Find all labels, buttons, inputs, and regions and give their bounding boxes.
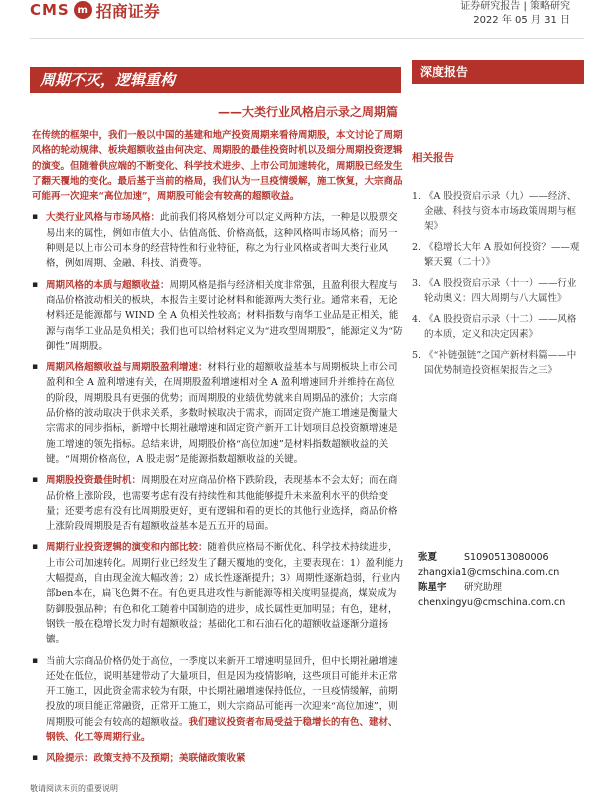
report-date: 2022 年 05 月 31 日 [473, 15, 570, 26]
related-item[interactable]: 4. 《A 股投资启示录（十二）——风格的本质，定义和决定因素》 [412, 314, 577, 340]
report-meta [460, 0, 570, 28]
bullet-icon: ▪ [32, 279, 39, 290]
related-item[interactable]: 3. 《A 股投资启示录（十一）——行业轮动奥义：四大周期与八大属性》 [412, 278, 577, 304]
report-title: 周期不灭，逻辑重构 [30, 67, 401, 93]
logo-en: CMS [30, 1, 70, 19]
main-content [32, 128, 404, 771]
related-item[interactable]: 5. 《“补链强链”之国产新材料篇——中国优势制造投资框架报告之三》 [412, 350, 577, 376]
related-title: 相关报告 [412, 152, 454, 164]
report-category: 深度报告 [412, 60, 584, 84]
footer-note: 敬请阅读末页的重要说明 [30, 784, 118, 793]
logo-mark-icon: m [74, 1, 92, 19]
bullet-icon: ▪ [32, 542, 39, 553]
logo-cn: 招商证券 [95, 1, 160, 21]
bullet-item: ▪ 周期风格的本质与超额收益：周期风格是指与经济相关度非常强，且盈利很大程度与商品价格波动相关的板块，本报告主要讨论材料和能源两大类行业。通常来看，无论材料还是能源都与 WIND 全 A 负相关性较高；材料指数与南华工业品是正相关，能源与南华工业品是负相关；我们也可以给材料定义为“进攻型周期股”，能源定义为“防御性”周期股。 [32, 278, 404, 354]
author-email[interactable]: zhangxia1@cmschina.com.cn [418, 567, 560, 578]
related-item[interactable]: 2. 《稳增长大年 A 股如何投资？——观繁天翼（二十）》 [412, 242, 580, 268]
bullet-icon: ▪ [32, 362, 39, 373]
author-email[interactable]: chenxingyu@cmschina.com.cn [418, 597, 566, 608]
risk-warning: ▪ 风险提示：政策支持不及预期；美联储政策收紧 [32, 751, 404, 766]
bullet-item: ▪ 周期行业投资逻辑的演变和内部比较：随着供应格局不断优化、科学技术持续进步，上市公司加速转化。周期行业已经发生了翻天覆地的变化，主要表现在：1）盈利能力大幅提高，自由现金流大幅改善；2）成长性逐渐提升；3）周期性逐渐趋弱，行业内部ben本在，扁飞色舞不在。有色更具进攻性与新能源等相关度明显提高，煤炭成为防御股强品种；有色和化工随着中国制造的进步，成长属性更加明显；有色，建材，钢铁一般在稳增长发力时有超额收益；基础化工和石油石化的超额收益逐渐分道扬镳。 [32, 540, 404, 647]
bullet-item: ▪ 当前大宗商品价格仍处于高位，一季度以来新开工增速明显回升，但中长期社融增速还处在低位，说明基建带动了大量项目，但是因为疫情影响，这些项目可能并未正常开工施工，因此资金需求较为有限，中长期社融增速保持低位，一旦疫情缓解，前期投放的项目能正常融资，正常开工施工，则大宗商品可能再一次迎来“高位加速”，则周期股可能会有较高的超额收益。我们建议投资者布局受益于稳增长的有色、建材、钢铁、化工等周期行业。 [32, 654, 404, 746]
summary: 在传统的框架中，我们一般以中国的基建和地产投资周期来看待周期股，本文讨论了周期风格的轮动规律、板块超额收益由何决定、周期股的最佳投资时机以及细分周期投资逻辑的演变。但随着供应端的不断变化、科学技术进步、上市公司加速转化，周期股已经发生了翻天覆地的变化。最后基于当前的格局，我们认为一旦疫情缓解，施工恢复，大宗商品可能再一次迎来“高位加速”，周期股可能会有较高的超额收益。 [32, 130, 403, 203]
authors [418, 550, 588, 610]
bullet-icon: ▪ [32, 655, 39, 666]
bullet-item: ▪ 大类行业风格与市场风格：此前我们将风格划分可以定义两种方法，一种是以股票交易出来的属性，例如市值大小、估值高低、价格高低，这种风格叫市场风格；而另一种则是以上市公司本身的经营特性和行业特征，称之为行业风格或者叫大类行业风格，例如周期、金融、科技、消费等。 [32, 210, 404, 271]
bullet-item: ▪ 周期股投资最佳时机：周期股在对应商品价格下跌阶段，表现基本不会太好；而在商品价格上涨阶段，也需要考虑有没有持续性和其他能够提升未来盈利水平的供给变量；还要考虑有没有比周期股更好，更有逻辑和看的更长的其他行业选择，商品价格上涨阶段周期股是否有超额收益基本是五五开的局面。 [32, 473, 404, 534]
header-divider [30, 38, 584, 39]
report-type: 证券研究报告 | 策略研究 [460, 1, 570, 12]
bullet-icon: ▪ [32, 212, 39, 223]
related-reports [412, 150, 584, 384]
author-row: 张夏 S1090513080006 [418, 552, 549, 563]
bullet-icon: ▪ [32, 753, 39, 764]
bullet-item: ▪ 周期风格超额收益与周期股盈利增速：材料行业的超额收益基本与周期板块上市公司盈利和全 A 盈利增速有关，在周期股盈利增速相对全 A 盈利增速回升并维持在高位的阶段，周期股具有更强的优势；而周期股的业绩优势就来自周期品的涨价；大宗商品价格的波动取决于供求关系，多数时候取决于需求，而固定资产施工增速是衡量大宗需求的同步指标，新增中长期社融增速和固定资产新开工计划项目总投资额增速是施工增速的领先指标。总结来讲，周期股价格“高位加速”是材料指数超额收益的关键。“周期价格高位，A 股走弱”是能源指数超额收益的关键。 [32, 360, 404, 467]
sidebar [412, 60, 584, 84]
author-row: 陈星宇 研究助理 [418, 582, 503, 593]
bullet-icon: ▪ [32, 475, 39, 486]
company-logo [30, 0, 160, 20]
related-item[interactable]: 1. 《A 股投资启示录（九）——经济、金融、科技与资本市场政策周期与框架》 [412, 191, 577, 232]
report-subtitle: ——大类行业风格启示录之周期篇 [217, 105, 398, 119]
